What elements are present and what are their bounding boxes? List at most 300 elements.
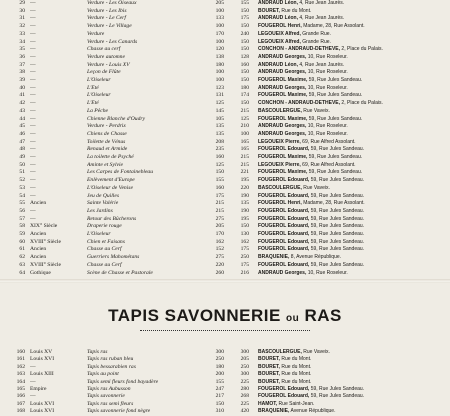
row-maker <box>258 0 448 8</box>
row-width: 100 <box>215 38 224 45</box>
row-number: 167 <box>16 400 25 407</box>
row-maker <box>258 85 448 93</box>
row-number: 58 <box>19 223 25 230</box>
row-number: 29 <box>19 0 25 6</box>
row-number: 42 <box>19 100 25 107</box>
row-period: — <box>30 69 36 76</box>
row-maker-address: 59, Rue Jules Sandeau. <box>307 115 363 122</box>
row-maker-address: Madame, 28, Rue Assolant. <box>301 23 365 30</box>
row-number: 45 <box>19 123 25 130</box>
row-maker <box>258 15 448 23</box>
row-maker-name: FOUGEROL Édouard, <box>258 207 310 214</box>
row-number: 49 <box>19 154 25 160</box>
row-period: — <box>30 0 36 6</box>
row-height: 150 <box>240 46 249 53</box>
row-number: 37 <box>19 61 25 68</box>
row-maker-name: FOUGEROL Maxime, <box>258 92 308 99</box>
table-row <box>0 69 450 77</box>
row-period: Ancien <box>30 231 47 237</box>
row-number: 30 <box>19 7 25 14</box>
row-maker-name: FOUGEROL Maxime, <box>258 77 308 83</box>
row-maker <box>258 154 448 162</box>
row-period: — <box>30 61 36 68</box>
row-title: Tapis ras Aubusson <box>87 386 131 392</box>
table-row <box>0 262 450 270</box>
row-period: — <box>30 92 36 99</box>
row-width: 125 <box>215 161 224 168</box>
row-maker-address: 59, Rue Jules Sandeau. <box>307 154 363 160</box>
table-row <box>0 62 450 70</box>
row-width: 247 <box>215 386 224 392</box>
row-maker <box>258 408 448 416</box>
row-number: 163 <box>16 371 25 378</box>
row-period: — <box>30 207 36 214</box>
row-maker-name: FOUGEROL Henri, <box>258 200 302 207</box>
row-period: — <box>30 215 36 222</box>
row-maker-name: BOURET, <box>258 363 280 370</box>
table-row <box>0 139 450 147</box>
row-period: — <box>30 393 36 400</box>
row-maker-name: CONCHON - ANDRAUD-DETHEVE, <box>258 100 341 107</box>
table-row <box>0 15 450 23</box>
row-title: Chien et Faisans <box>87 238 125 245</box>
row-number: 40 <box>19 84 25 91</box>
row-width: 180 <box>215 363 224 370</box>
row-title: Chiens de Chasse <box>87 130 127 137</box>
row-title: Tapis ras semi fleurs <box>87 400 134 407</box>
section-heading-end: RAS <box>304 306 342 325</box>
row-width: 135 <box>215 123 224 130</box>
row-height: 150 <box>240 23 249 30</box>
row-number: 31 <box>19 15 25 22</box>
row-maker-name: ANDRAUD Léon, <box>258 61 298 68</box>
row-maker-name: FOUGEROL Maxime, <box>258 154 308 160</box>
row-maker-address: 59, Rue Jules Sandeau. <box>309 231 365 237</box>
row-height: 268 <box>240 393 249 400</box>
row-maker <box>258 8 448 16</box>
table-row <box>0 92 450 100</box>
row-title: Verdure automne <box>87 53 125 60</box>
row-maker <box>258 77 448 85</box>
row-maker-address: Madame, 28, Rue Assolant. <box>301 200 365 207</box>
table-row <box>0 77 450 85</box>
row-height: 150 <box>240 69 249 76</box>
row-maker <box>258 46 448 54</box>
row-width: 123 <box>215 84 224 91</box>
row-width: 120 <box>215 46 224 53</box>
row-period: Louis XV <box>30 349 53 355</box>
row-period: Louis XIII <box>30 371 54 378</box>
row-maker-name: ANDRAUD Georges, <box>258 84 307 91</box>
row-width: 125 <box>215 100 224 107</box>
row-maker-name: HAMOT, <box>258 400 278 407</box>
row-maker-name: LEGOUEIX Alfred, <box>258 30 301 37</box>
row-height: 165 <box>240 146 249 153</box>
row-maker <box>258 231 448 239</box>
row-maker-address: Rue du Mont. <box>279 378 312 385</box>
row-title: Verdure - Les Canards <box>87 38 138 45</box>
row-number: 56 <box>19 207 25 214</box>
row-maker <box>258 62 448 70</box>
row-height: 190 <box>240 207 249 214</box>
row-maker <box>258 200 448 208</box>
row-height: 420 <box>240 408 249 415</box>
row-width: 135 <box>215 130 224 137</box>
table-row <box>0 239 450 247</box>
table-row <box>0 200 450 208</box>
row-number: 47 <box>19 138 25 145</box>
row-maker-address: Rue du Mont. <box>279 356 312 363</box>
row-height: 215 <box>240 161 249 168</box>
row-width: 275 <box>215 254 224 261</box>
row-height: 216 <box>240 269 249 276</box>
row-title: Sainte Valérie <box>87 200 119 207</box>
row-period: — <box>30 130 36 137</box>
row-maker <box>258 185 448 193</box>
row-height: 215 <box>240 154 249 160</box>
row-maker-address: Rue Vaveix. <box>301 349 330 355</box>
row-height: 300 <box>240 371 249 378</box>
section-heading <box>0 306 450 326</box>
row-height: 221 <box>240 169 249 176</box>
row-maker <box>258 100 448 108</box>
row-maker-name: ANDRAUD Georges, <box>258 53 307 60</box>
row-period: — <box>30 177 36 184</box>
table-row <box>0 208 450 216</box>
row-number: 36 <box>19 53 25 60</box>
row-width: 133 <box>215 15 224 22</box>
row-maker-name: FOUGEROL Maxime, <box>258 169 308 176</box>
row-number: 160 <box>16 349 25 355</box>
row-title: Chasse au Cerf <box>87 261 122 268</box>
row-period: Ancien <box>30 200 47 207</box>
row-period: — <box>30 7 36 14</box>
row-maker <box>258 92 448 100</box>
row-number: 46 <box>19 130 25 137</box>
row-period: — <box>30 15 36 22</box>
row-number: 44 <box>19 115 25 122</box>
row-maker-address: 69, Rue Alfred Assolant. <box>300 161 356 168</box>
row-maker-address: Grande Rue. <box>300 38 331 45</box>
row-maker-address: Rue du Mont. <box>279 363 312 370</box>
row-period: — <box>30 123 36 130</box>
row-maker <box>258 123 448 131</box>
row-title: Tapis bessarabien ras <box>87 363 136 370</box>
row-maker-address: 69, Rue Alfred Assolant. <box>300 138 356 145</box>
row-width: 275 <box>215 215 224 222</box>
row-width: 235 <box>215 146 224 153</box>
row-number: 41 <box>19 92 25 99</box>
row-width: 100 <box>215 7 224 14</box>
row-height: 135 <box>240 200 249 207</box>
row-maker <box>258 262 448 270</box>
row-maker <box>258 208 448 216</box>
row-maker <box>258 108 448 116</box>
row-number: 59 <box>19 231 25 237</box>
row-height: 128 <box>240 53 249 60</box>
row-height: 240 <box>240 30 249 37</box>
row-maker-address: 59, Rue Jules Sandeau. <box>307 169 363 176</box>
row-maker-address: 10, Rue Roseleur. <box>306 123 348 130</box>
row-maker-name: ANDRAUD Georges, <box>258 130 307 137</box>
row-maker <box>258 169 448 177</box>
table-row <box>0 177 450 185</box>
row-maker <box>258 223 448 231</box>
table-row <box>0 185 450 193</box>
table-row <box>0 39 450 47</box>
row-maker-address: 59, Rue Jules Sandeau. <box>309 192 365 199</box>
row-title: Tapis au point <box>87 371 119 378</box>
row-maker-address: 8, Avenue République. <box>289 254 342 261</box>
row-maker <box>258 23 448 31</box>
table-row <box>0 270 450 278</box>
row-maker-address: 10, Rue Roseleur. <box>306 130 348 137</box>
row-number: 48 <box>19 146 25 153</box>
row-number: 50 <box>19 161 25 168</box>
row-width: 150 <box>215 400 224 407</box>
row-title: Chasse au Cerf <box>87 246 122 253</box>
row-width: 100 <box>215 23 224 30</box>
row-maker-name: ANDRAUD Georges, <box>258 69 307 76</box>
row-maker-name: FOUGEROL Édouard, <box>258 246 310 253</box>
row-title: Tapis ras <box>87 349 108 355</box>
row-maker-name: FOUGEROL Édouard, <box>258 215 310 222</box>
row-maker <box>258 39 448 47</box>
row-title: La Pêche <box>87 107 108 114</box>
row-width: 205 <box>215 0 224 6</box>
row-period: — <box>30 169 36 176</box>
row-period: — <box>30 146 36 153</box>
row-period: Louis XVI <box>30 400 55 407</box>
row-title: Verdure - Les Ibis <box>87 7 127 14</box>
row-maker-name: LEGOUEIX Pierre, <box>258 138 301 145</box>
row-number: 61 <box>19 246 25 253</box>
table-row <box>0 146 450 154</box>
row-height: 150 <box>240 38 249 45</box>
row-maker-name: FOUGEROL Édouard, <box>258 146 310 153</box>
row-maker-address: Rue du Mont. <box>279 371 312 378</box>
row-period: — <box>30 138 36 145</box>
row-height: 180 <box>240 84 249 91</box>
row-height: 162 <box>240 238 249 245</box>
row-height: 175 <box>240 15 249 22</box>
row-title: Aminte et Sylvie <box>87 161 124 168</box>
row-period: — <box>30 115 36 122</box>
row-maker-address: 10, Rue Roseleur. <box>306 84 348 91</box>
row-height: 195 <box>240 215 249 222</box>
row-title: Verdure - Louis XV <box>87 61 130 68</box>
row-maker <box>258 254 448 262</box>
row-width: 260 <box>215 269 224 276</box>
row-height: 220 <box>240 184 249 191</box>
row-number: 35 <box>19 46 25 53</box>
row-maker-name: FOUGEROL Édouard, <box>258 261 310 268</box>
row-title: L'Oiseleur <box>87 231 111 237</box>
table-row <box>0 0 450 8</box>
row-maker-name: BOURET, <box>258 378 280 385</box>
row-period: — <box>30 38 36 45</box>
section-heading-main: TAPIS SAVONNERIE <box>108 306 281 325</box>
row-number: 62 <box>19 254 25 261</box>
row-title: Guerriers Mahométans <box>87 254 140 261</box>
row-width: 217 <box>215 393 224 400</box>
row-number: 168 <box>16 408 25 415</box>
row-maker <box>258 31 448 39</box>
row-height: 125 <box>240 115 249 122</box>
section-heading-ou: ou <box>286 313 300 324</box>
row-period: Gothique <box>30 269 51 276</box>
row-number: 51 <box>19 169 25 176</box>
row-title: Verdure - Le Cerf <box>87 15 126 22</box>
row-title: Verdure <box>87 30 105 37</box>
row-number: 63 <box>19 261 25 268</box>
row-title: Enlèvement d'Europe <box>87 177 135 184</box>
row-height: 195 <box>240 177 249 184</box>
row-number: 38 <box>19 69 25 76</box>
row-number: 161 <box>16 356 25 363</box>
row-width: 150 <box>215 169 224 176</box>
row-title: Tapis savonnerie fond nègre <box>87 408 151 415</box>
row-height: 150 <box>240 223 249 230</box>
table-row <box>0 8 450 16</box>
row-width: 205 <box>215 223 224 230</box>
row-height: 210 <box>240 123 249 130</box>
row-maker-name: BOURET, <box>258 7 280 14</box>
row-maker-address: 59, Rue Jules Sandeau. <box>309 393 365 400</box>
row-maker-name: ANDRAUD Georges, <box>258 123 307 130</box>
row-maker-address: Rue du Mont. <box>279 7 312 14</box>
row-maker-address: Avenue République. <box>289 408 336 415</box>
row-maker-name: FOUGEROL Henri, <box>258 23 302 30</box>
row-maker-name: FOUGEROL Édouard, <box>258 386 310 392</box>
row-maker <box>258 116 448 124</box>
row-width: 162 <box>215 238 224 245</box>
page-fold <box>0 279 450 283</box>
row-maker-address: 59, Rue Jules Sandeau. <box>307 92 363 99</box>
row-period: — <box>30 378 36 385</box>
row-period: Ancien <box>30 246 47 253</box>
row-maker <box>258 216 448 224</box>
row-period: — <box>30 161 36 168</box>
row-height: 150 <box>240 77 249 83</box>
row-title: Verdure - Le Village <box>87 23 132 30</box>
row-maker-address: 59, Rue Jules Sandeau. <box>309 215 365 222</box>
row-height: 175 <box>240 261 249 268</box>
row-height: 160 <box>240 61 249 68</box>
row-maker-name: ANDRAUD Léon, <box>258 0 298 6</box>
row-width: 215 <box>215 200 224 207</box>
row-number: 32 <box>19 23 25 30</box>
row-title: Draperie rouge <box>87 223 122 230</box>
row-number: 43 <box>19 107 25 114</box>
row-maker-name: LEGOUEIX Pierre, <box>258 161 301 168</box>
row-height: 215 <box>240 107 249 114</box>
row-title: Les Jardins <box>87 207 113 214</box>
row-maker-address: 10, Rue Roseleur. <box>306 53 348 60</box>
row-height: 130 <box>240 231 249 237</box>
row-period: — <box>30 46 36 53</box>
row-maker <box>258 162 448 170</box>
row-maker-address: Rue Saint-Jean. <box>277 400 315 407</box>
row-maker <box>258 146 448 154</box>
row-maker-address: 2, Place du Palais. <box>340 100 383 107</box>
row-maker <box>258 193 448 201</box>
row-title: Chienne Blanche d'Oudry <box>87 115 146 122</box>
row-maker-address: 59, Rue Jules Sandeau. <box>309 261 365 268</box>
row-period: — <box>30 154 36 160</box>
row-title: L'Oiseleur <box>87 77 111 83</box>
row-title: L'Oiseleur de Venise <box>87 184 133 191</box>
row-period: XVIII° Siècle <box>30 261 61 268</box>
row-number: 164 <box>16 378 25 385</box>
row-title: Toilette de Vénus <box>87 138 126 145</box>
row-maker-name: BASCOULERGUE, <box>258 349 302 355</box>
row-height: 150 <box>240 7 249 14</box>
row-maker <box>258 139 448 147</box>
row-width: 138 <box>215 53 224 60</box>
row-title: Tapis semi fleurs fond bayadère <box>87 378 159 385</box>
row-height: 150 <box>240 100 249 107</box>
row-width: 155 <box>215 177 224 184</box>
row-height: 100 <box>240 130 249 137</box>
row-maker-address: 59, Rue Jules Sandeau. <box>309 238 365 245</box>
row-height: 174 <box>240 92 249 99</box>
row-title: Les Carpes de Fontainebleau <box>87 169 154 176</box>
row-maker-address: 59, Rue Jules Sandeau. <box>309 386 365 392</box>
row-period: Ancien <box>30 254 47 261</box>
row-number: 55 <box>19 200 25 207</box>
table-row <box>0 123 450 131</box>
row-maker-name: BASCOULERGUE, <box>258 184 302 191</box>
row-height: 225 <box>240 378 249 385</box>
row-width: 200 <box>215 371 224 378</box>
row-number: 52 <box>19 177 25 184</box>
row-width: 155 <box>215 378 224 385</box>
row-maker-address: 2, Place du Palais. <box>340 46 383 53</box>
row-title: Leçon de Flûte <box>87 69 121 76</box>
row-height: 250 <box>240 363 249 370</box>
table-row <box>0 169 450 177</box>
row-height: 280 <box>240 386 249 392</box>
row-period: — <box>30 23 36 30</box>
row-height: 175 <box>240 246 249 253</box>
table-row <box>0 231 450 239</box>
table-row <box>0 31 450 39</box>
row-period: Empire <box>30 386 47 392</box>
row-period: — <box>30 100 36 107</box>
row-maker <box>258 246 448 254</box>
table-row <box>0 193 450 201</box>
table-row <box>0 408 450 416</box>
row-title: Verdure - Les Oiseaux <box>87 0 137 6</box>
row-height: 250 <box>240 254 249 261</box>
row-width: 175 <box>215 192 224 199</box>
row-width: 105 <box>215 115 224 122</box>
row-maker-address: 4, Rue Jean Jaurès. <box>298 0 345 6</box>
row-period: — <box>30 107 36 114</box>
row-maker <box>258 54 448 62</box>
row-maker-address: Rue Vaveix. <box>301 184 330 191</box>
row-maker-address: 4, Rue Jean Jaurès. <box>298 15 345 22</box>
row-title: Scène de Chasse et Pastorale <box>87 269 153 276</box>
row-title: L'Été <box>87 84 99 91</box>
table-row <box>0 223 450 231</box>
row-maker-name: BRAQUENIÉ, <box>258 254 290 261</box>
row-width: 160 <box>215 154 224 160</box>
row-maker-address: 10, Rue Roseleur. <box>306 269 348 276</box>
row-width: 145 <box>215 107 224 114</box>
row-maker-name: FOUGEROL Édouard, <box>258 192 310 199</box>
